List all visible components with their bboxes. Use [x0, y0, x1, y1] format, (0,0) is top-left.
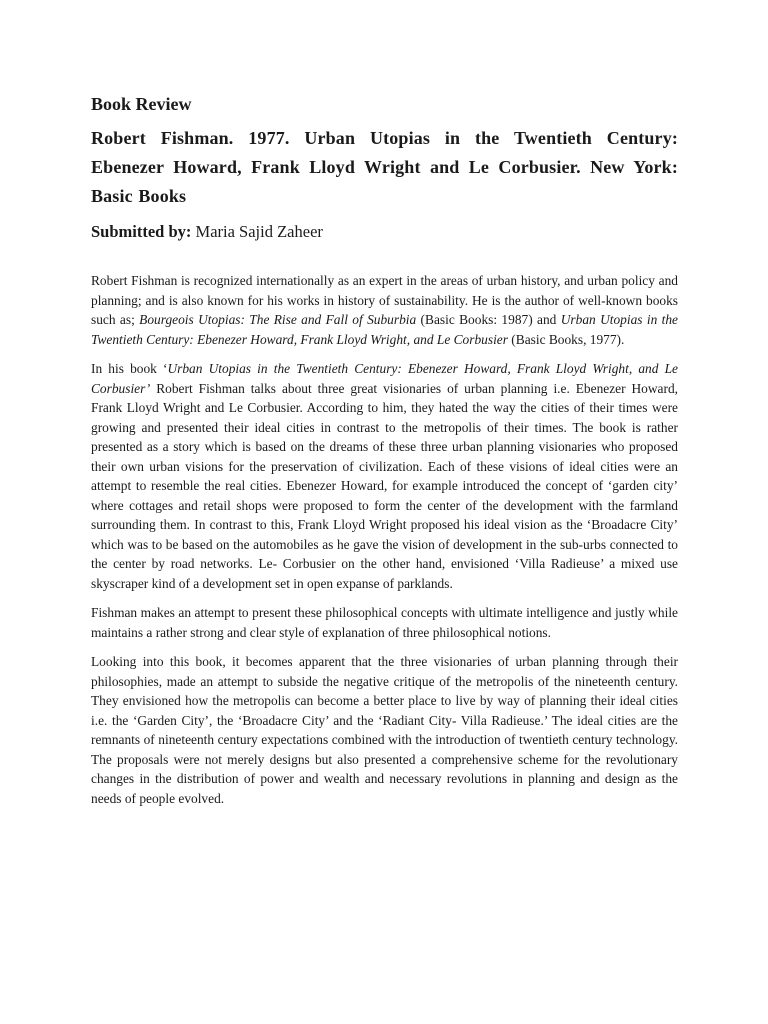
book-title-urban-utopias-quoted: Urban Utopias in the Twentieth Century: Ebenezer Howard, Frank Lloyd Wright, and Le Corbusier’	[91, 361, 678, 396]
paragraph-1-text-a: Robert Fishman is recognized internationally as an expert in the areas of urban history, and urban policy and planning; and is also known for his works in history of sustainability. He is the author of well-known books such as;	[91, 273, 678, 327]
paragraph-3: Fishman makes an attempt to present these philosophical concepts with ultimate intelligence and justly while maintains a rather strong and clear style of explanation of three philosophical notions.	[91, 605, 678, 640]
paragraph-4: Looking into this book, it becomes apparent that the three visionaries of urban planning through their philosophies, made an attempt to subside the negative critique of the metropolis of the nineteenth century. They envisioned how the metropolis can become a better place to live by way of planning their ideal cities i.e. the ‘Garden City’, the ‘Broadacre City’ and the ‘Radiant City- Villa Radieuse.’ The ideal cities are the remnants of nineteenth century expectations combined with the introduction of twentieth century technology. The proposals were not merely designs but also presented a comprehensive scheme for the revolutionary changes in the distribution of power and wealth and necessary revolutions in planning and design as the needs of people evolved.	[91, 654, 678, 806]
author-name: Maria Sajid Zaheer	[195, 222, 323, 241]
book-title-bourgeois-utopias: Bourgeois Utopias: The Rise and Fall of Suburbia	[139, 312, 417, 327]
book-title-urban-utopias: Urban Utopias in the Twentieth Century: Ebenezer Howard, Frank Lloyd Wright, and Le Corbusier	[91, 312, 678, 347]
section-label: Book Review	[91, 94, 192, 114]
paragraph-1-text-c: (Basic Books, 1977).	[507, 331, 625, 347]
submitted-label: Submitted by:	[91, 222, 192, 241]
review-title: Robert Fishman. 1977. Urban Utopias in the Twentieth Century: Ebenezer Howard, Frank Lloyd Wright and Le Corbusier. New York: Basic Books	[91, 128, 678, 206]
paragraph-2-text-b: Robert Fishman talks about three great visionaries of urban planning i.e. Ebenezer Howard, Frank Lloyd Wright and Le Corbusier. According to him, they hated the way the cities of their times were growing and presented their ideal cities in contrast to the metropolis of their times. The book is rather presented as a story which is based on the dreams of these three urban planning visionaries who proposed their own urban visions for the preservation of civilization. Each of these visions of ideal cities were an attempt to resemble the real cities. Ebenezer Howard, for example introduced the concept of ‘garden city’ where cottages and retail shops were proposed to form the center of the development with the farmland surrounding them. In contrast to this, Frank Lloyd Wright proposed his ideal vision as the ‘Broadacre City’ which was to be based on the automobiles as he gave the vision of development in the sub-urbs connected to the center by road networks. Le- Corbusier on the other hand, envisioned ‘Villa Radieuse’ a mixed use skyscraper kind of a development set in open expanse of parklands.	[91, 380, 678, 591]
paragraph-2-text-a: In his book ‘	[91, 361, 168, 376]
paragraph-2	[91, 359, 678, 593]
paragraph-1-text-b: (Basic Books: 1987) and	[416, 312, 561, 327]
submitted-by	[91, 221, 678, 243]
paragraph-1	[91, 271, 678, 349]
